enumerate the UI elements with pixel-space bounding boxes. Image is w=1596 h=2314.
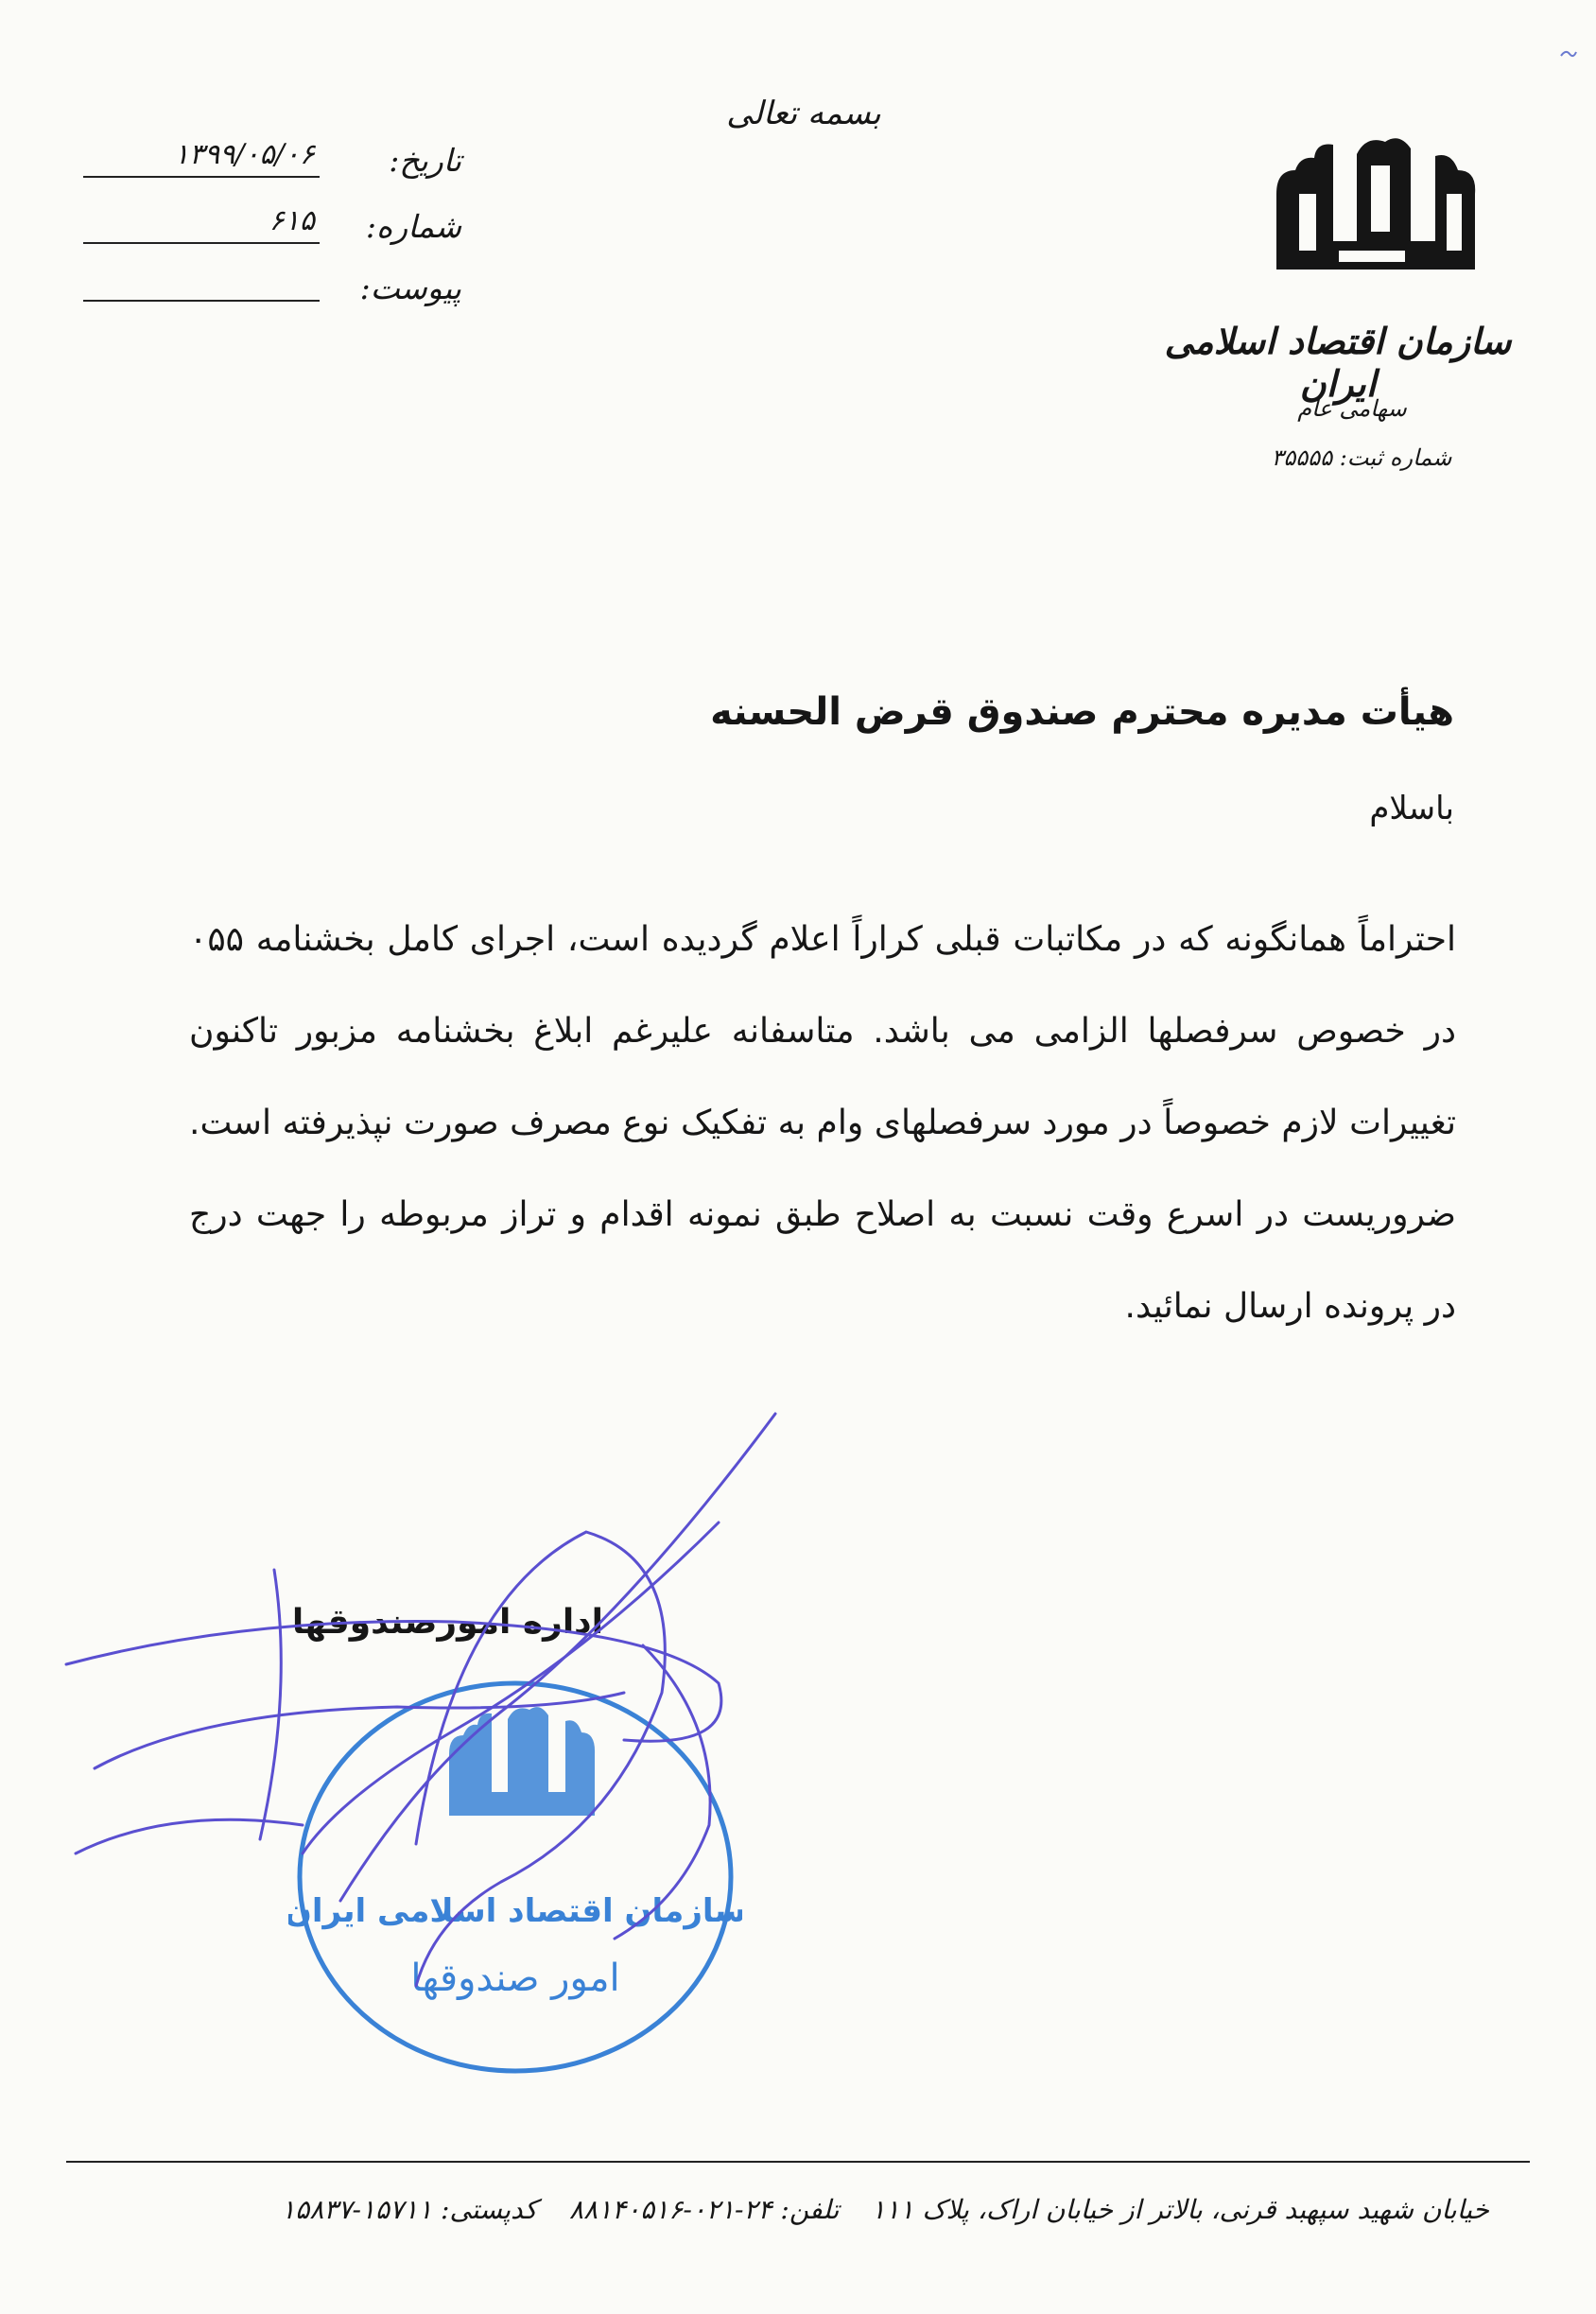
number-label: شماره: — [365, 208, 461, 245]
letter-body-text: احتراماً همانگونه که در مکاتبات قبلی کراراً اعلام گردیده است، اجرای کامل بخشنامه ۰۵۵ در خصوص سرفصلها الزامی می باشد. متاسفانه علیرغم ابلاغ بخشنامه مزبور تاکنون تغییرات لازم خصوصاً در مورد سرفصلهای وام به تفکیک نوع مصرف صورت نپذیرفته است. ضروریست در اسرع وقت نسبت به اصلاح طبق نمونه اقدام و تراز مربوطه را جهت درج در پرونده ارسال نمائید. — [189, 920, 1456, 1326]
footer-address: خیابان شهید سپهبد قرنی، بالاتر از خیابان اراک، پلاک ۱۱۱ — [871, 2194, 1489, 2225]
attachment-label: پیوست: — [359, 270, 461, 306]
footer-phone: تلفن: ۲۴-۰۲۱-۸۸۱۴۰۵۱۶ — [569, 2194, 840, 2225]
invocation: بسمه تعالی — [726, 95, 881, 132]
footer-postal-code: کدپستی: ۱۵۷۱۱-۱۵۸۳۷ — [281, 2194, 538, 2225]
signatory: اداره امورصندوقها — [291, 1603, 603, 1642]
stamp-department-text: امور صندوقها — [410, 1957, 620, 2000]
number-underline — [83, 242, 320, 244]
number-value: ۶۱۵ — [269, 204, 315, 237]
scan-mark — [1560, 45, 1577, 57]
organization-type: سهامی عام — [1297, 395, 1407, 422]
date-label: تاریخ: — [389, 142, 461, 179]
stamp-emblem-icon — [449, 1707, 595, 1816]
organization-logo — [1258, 128, 1484, 293]
official-stamp — [288, 1674, 742, 2080]
organization-name: سازمان اقتصاد اسلامی ایران — [1164, 320, 1512, 405]
date-value: ۱۳۹۹/۰۵/۰۶ — [173, 138, 315, 171]
number-row — [83, 204, 461, 265]
date-underline — [83, 176, 320, 178]
registration-number: شماره ثبت: ۳۵۵۵۵ — [1271, 444, 1452, 471]
footer-contact — [142, 2194, 1489, 2225]
letter-body — [189, 894, 1456, 1352]
recipient: هیأت مدیره محترم صندوق قرض الحسنه — [710, 690, 1454, 734]
stamp-org-text: سازمان اقتصاد اسلامی ایران — [288, 1892, 742, 1930]
attachment-row — [83, 270, 461, 326]
footer-divider — [66, 2161, 1530, 2163]
date-row — [83, 138, 461, 199]
greeting: باسلام — [1369, 790, 1454, 827]
attachment-underline — [83, 300, 320, 302]
